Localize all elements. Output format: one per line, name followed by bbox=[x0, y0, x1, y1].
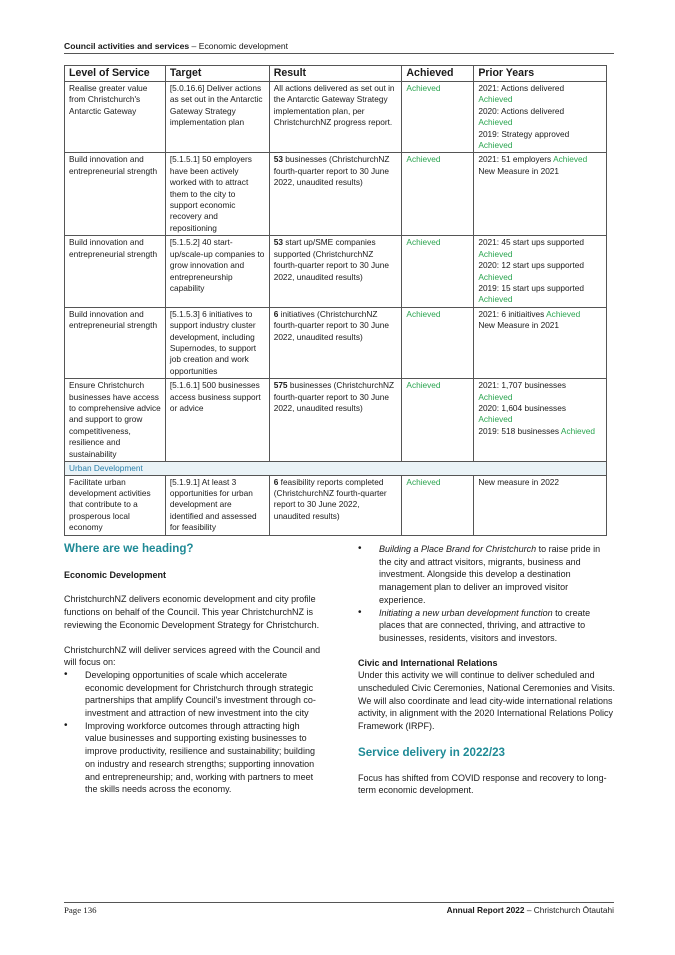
list-item: • Developing opportunities of scale which accelerate economic development for Christchurch through strategic partnerships that amplify Council's investment through co-investment and attraction of new investment into the city bbox=[64, 669, 322, 720]
result-text: start up/SME companies supported (ChristchurchNZ fourth-quarter report to 30 June 2022, unaudited results) bbox=[273, 237, 390, 282]
header-subsection: Economic development bbox=[198, 41, 289, 51]
list-item bbox=[358, 607, 615, 645]
level-cell: Build innovation and entrepreneurial strength bbox=[65, 236, 166, 307]
page-footer bbox=[64, 902, 614, 915]
prior-years-cell bbox=[474, 307, 607, 378]
prior-line: 2021: Actions delivered bbox=[478, 83, 565, 93]
page-number: Page 136 bbox=[64, 905, 97, 915]
column-header: Result bbox=[269, 66, 402, 82]
result-text: feasibility reports completed (ChristchurchNZ fourth-quarter report to 30 June 2022, unaudited results) bbox=[273, 476, 387, 521]
column-header: Target bbox=[165, 66, 269, 82]
footer-org: Christchurch Ōtautahi bbox=[533, 905, 614, 915]
achieved-cell: Achieved bbox=[402, 236, 474, 307]
result-text: businesses (ChristchurchNZ fourth-quarter report to 30 June 2022, unaudited results) bbox=[273, 154, 390, 188]
table-row bbox=[65, 82, 607, 153]
subheading-civic-relations: Civic and International Relations bbox=[358, 657, 498, 668]
result-cell: All actions delivered as set out in the Antarctic Gateway Strategy implementation plan, per ChristchurchNZ progress report. bbox=[269, 82, 402, 153]
prior-achieved: Achieved bbox=[478, 271, 513, 282]
prior-line: 2019: 518 businesses bbox=[478, 425, 561, 436]
italic-phrase: Initiating a new urban development function bbox=[379, 607, 553, 618]
target-cell: [5.1.5.3] 6 initiatives to support industry cluster development, including Supernodes, to support job creation and work opportunities bbox=[165, 307, 269, 378]
table-header-row bbox=[65, 66, 607, 82]
table-row bbox=[65, 307, 607, 378]
prior-years-cell bbox=[474, 379, 607, 462]
bullet-list bbox=[358, 543, 615, 645]
prior-achieved: Achieved bbox=[478, 94, 513, 105]
result-number: 6 bbox=[273, 308, 279, 319]
list-item bbox=[358, 543, 615, 607]
achieved-cell: Achieved bbox=[402, 82, 474, 153]
left-column bbox=[64, 543, 322, 796]
column-header: Prior Years bbox=[474, 66, 607, 82]
prior-years-cell bbox=[474, 82, 607, 153]
level-cell: Realise greater value from Christchurch's Antarctic Gateway bbox=[65, 82, 166, 153]
running-header bbox=[64, 41, 614, 54]
result-text: initiatives (ChristchurchNZ fourth-quarter report to 30 June 2022, unaudited results) bbox=[273, 308, 390, 342]
result-number: 53 bbox=[273, 154, 283, 165]
list-item-text: to create places that are connected, thriving, and attractive to businesses, residents, visitors and investors. bbox=[379, 607, 591, 643]
prior-line: 2019: 15 start ups supported bbox=[478, 282, 584, 293]
achieved-cell: Achieved bbox=[402, 475, 474, 535]
result-number: 6 bbox=[273, 476, 279, 487]
prior-achieved: Achieved bbox=[478, 140, 513, 151]
target-cell: [5.1.5.1] 50 employers have been actively worked with to attract them to the city to support economic recovery and repositioning bbox=[165, 153, 269, 236]
list-item-text: to raise pride in the city and attract visitors, migrants, business and investment. Alongside this develop a destination management plan to deliver an improved visitor experience. bbox=[379, 544, 601, 605]
level-cell: Ensure Christchurch businesses have access to comprehensive advice and support to grow competitiveness, resilience and sustainability bbox=[65, 379, 166, 462]
prior-line: 2021: 45 start ups supported bbox=[478, 237, 584, 248]
level-cell: Build innovation and entrepreneurial strength bbox=[65, 153, 166, 236]
column-header: Achieved bbox=[402, 66, 474, 82]
section-row bbox=[65, 462, 607, 476]
italic-phrase: Building a Place Brand for Christchurch bbox=[379, 544, 537, 554]
target-cell: [5.1.6.1] 500 businesses access business support or advice bbox=[165, 379, 269, 462]
table-row bbox=[65, 153, 607, 236]
target-cell: [5.1.9.1] At least 3 opportunities for urban development are identified and assessed for feasibility bbox=[165, 475, 269, 535]
prior-achieved: Achieved bbox=[478, 294, 513, 305]
level-of-service-table bbox=[64, 65, 607, 536]
result-number: 575 bbox=[273, 380, 288, 391]
footer-separator: – bbox=[524, 905, 534, 915]
paragraph: ChristchurchNZ delivers economic development and city profile functions on behalf of the Council. This year ChristchurchNZ is reviewing the Economic Development Strategy for Christchurch. bbox=[64, 594, 320, 630]
column-header: Level of Service bbox=[65, 66, 166, 82]
prior-achieved: Achieved bbox=[478, 414, 513, 425]
prior-achieved: Achieved bbox=[478, 117, 513, 128]
prior-line: 2021: 6 initiaitives bbox=[478, 308, 547, 319]
prior-line: New Measure in 2021 bbox=[478, 320, 560, 331]
prior-line: 2021: 51 employers bbox=[478, 154, 554, 165]
prior-achieved: Achieved bbox=[553, 154, 588, 165]
prior-line: 2020: 1,604 businesses bbox=[478, 402, 566, 413]
level-cell: Facilitate urban development activities that contribute to a prosperous local economy bbox=[65, 475, 166, 535]
list-item: • Improving workforce outcomes through attracting high value businesses and supporting existing businesses to improve productivity, resilience and sustainability; building on industry and research strengths; supporting innovation and entrepreneurship; and, working with partners to meet the skills needs across the economy. bbox=[64, 720, 322, 796]
prior-line: 2020: 12 start ups supported bbox=[478, 260, 584, 271]
target-cell: [5.1.5.2] 40 start-up/scale-up companies to grow innovation and entrepreneurship capability bbox=[165, 236, 269, 307]
paragraph: Under this activity we will continue to deliver scheduled and unscheduled Civic Ceremonies, National Ceremonies and Visits. We will also coordinate and lead city-wide international relations activity, in alignment with the 2020 International Relations Policy Framework (IRPF). bbox=[358, 670, 615, 732]
table-row bbox=[65, 236, 607, 307]
target-cell: [5.0.16.6] Deliver actions as set out in the Antarctic Gateway Strategy implementation plan bbox=[165, 82, 269, 153]
right-column bbox=[358, 543, 615, 797]
table-row bbox=[65, 475, 607, 535]
result-cell bbox=[269, 236, 402, 307]
footer-report-title bbox=[447, 905, 614, 915]
heading-where-are-we-heading: Where are we heading? bbox=[64, 542, 194, 555]
section-label: Urban Development bbox=[65, 462, 607, 476]
level-cell: Build innovation and entrepreneurial strength bbox=[65, 307, 166, 378]
header-section: Council activities and services bbox=[64, 41, 190, 51]
result-cell bbox=[269, 153, 402, 236]
prior-years-cell bbox=[474, 236, 607, 307]
achieved-cell: Achieved bbox=[402, 307, 474, 378]
result-text: businesses (ChristchurchNZ fourth-quarter report to 30 June 2022, unaudited results) bbox=[273, 380, 395, 413]
subheading-economic-development: Economic Development bbox=[64, 569, 167, 580]
prior-years-cell: New measure in 2022 bbox=[474, 475, 607, 535]
table-row bbox=[65, 379, 607, 462]
heading-service-delivery: Service delivery in 2022/23 bbox=[358, 745, 505, 759]
prior-years-cell bbox=[474, 153, 607, 236]
paragraph: ChristchurchNZ will deliver services agreed with the Council and will focus on: bbox=[64, 644, 321, 668]
result-number: 53 bbox=[273, 237, 283, 248]
paragraph: Focus has shifted from COVID response and recovery to long-term economic development. bbox=[358, 772, 607, 796]
footer-report: Annual Report 2022 bbox=[446, 905, 525, 915]
result-cell bbox=[269, 379, 402, 462]
result-cell bbox=[269, 475, 402, 535]
prior-achieved: Achieved bbox=[546, 308, 581, 319]
prior-line: 2020: Actions delivered bbox=[478, 105, 565, 116]
header-separator: – bbox=[189, 41, 199, 51]
prior-line: 2021: 1,707 businesses bbox=[478, 380, 566, 391]
prior-achieved: Achieved bbox=[478, 391, 513, 402]
prior-line: New Measure in 2021 bbox=[478, 165, 560, 176]
bullet-list bbox=[64, 669, 322, 796]
result-cell bbox=[269, 307, 402, 378]
achieved-cell: Achieved bbox=[402, 379, 474, 462]
achieved-cell: Achieved bbox=[402, 153, 474, 236]
prior-line: 2019: Strategy approved bbox=[478, 128, 570, 139]
prior-achieved: Achieved bbox=[560, 425, 596, 436]
prior-achieved: Achieved bbox=[478, 248, 513, 259]
